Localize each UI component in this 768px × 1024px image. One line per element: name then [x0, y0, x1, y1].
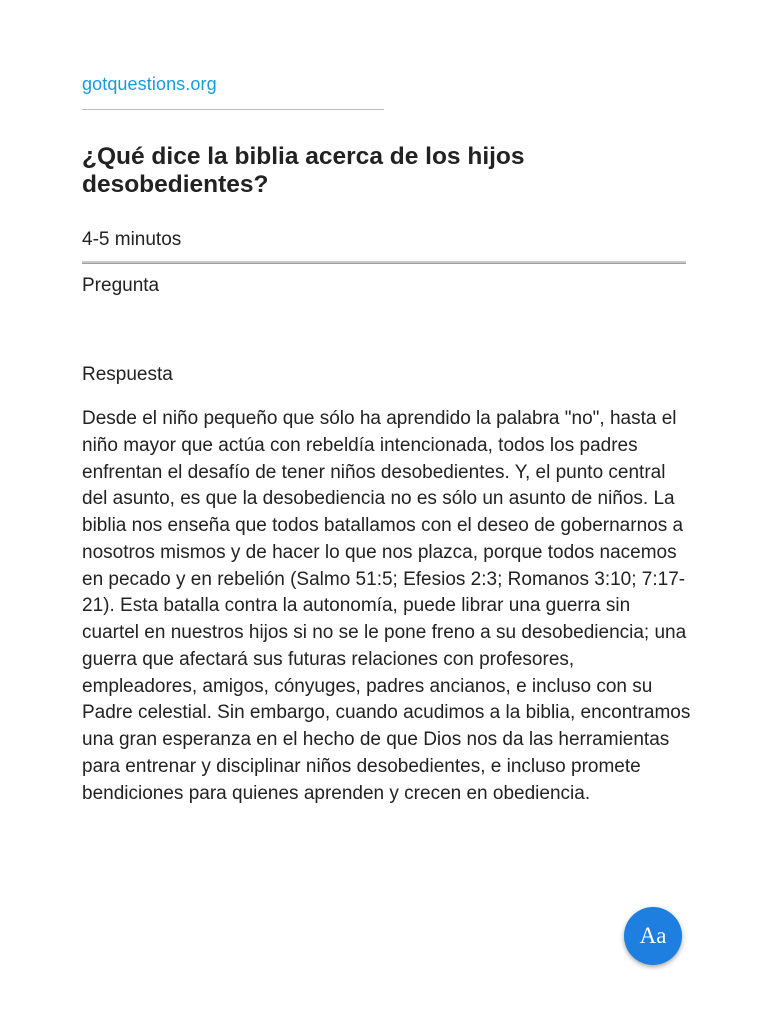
reader-view: [82, 0, 691, 1024]
question-label: Pregunta: [82, 275, 160, 296]
site-link[interactable]: gotquestions.org: [82, 74, 217, 94]
read-time: 4-5 minutos: [82, 229, 182, 250]
answer-text: Desde el niño pequeño que sólo ha aprendido la palabra "no", hasta el niño mayor que actúa con rebeldía intencionada, todos los padres enfrentan el desafío de tener niños desobedientes. Y, el punto central del asunto, es que la desobediencia no es sólo un asunto de niños. La biblia nos enseña que todos batallamos con el deseo de gobernarnos a nosotros mismos y de hacer lo que nos plazca, porque todos nacemos en pecado y en rebelión (Salmo 51:5; Efesios 2:3; Romanos 3:10; 7:17-21). Esta batalla contra la autonomía, puede librar una guerra sin cuartel en nuestros hijos si no se le pone freno a su desobediencia; una guerra que afectará sus futuras relaciones con profesores, empleadores, amigos, cónyuges, padres ancianos, e incluso con su Padre celestial. Sin embargo, cuando acudimos a la biblia, encontramos una gran esperanza en el hecho de que Dios nos da las herramientas para entrenar y disciplinar niños desobedientes, e incluso promete bendiciones para quienes aprenden y crecen en obediencia.: [82, 408, 691, 804]
read-time-divider: [82, 261, 686, 264]
font-settings-button[interactable]: Aa: [624, 907, 682, 965]
answer-label: Respuesta: [82, 364, 173, 385]
site-divider: [82, 109, 384, 110]
article-title: ¿Qué dice la biblia acerca de los hijos desobedientes?: [82, 143, 525, 198]
